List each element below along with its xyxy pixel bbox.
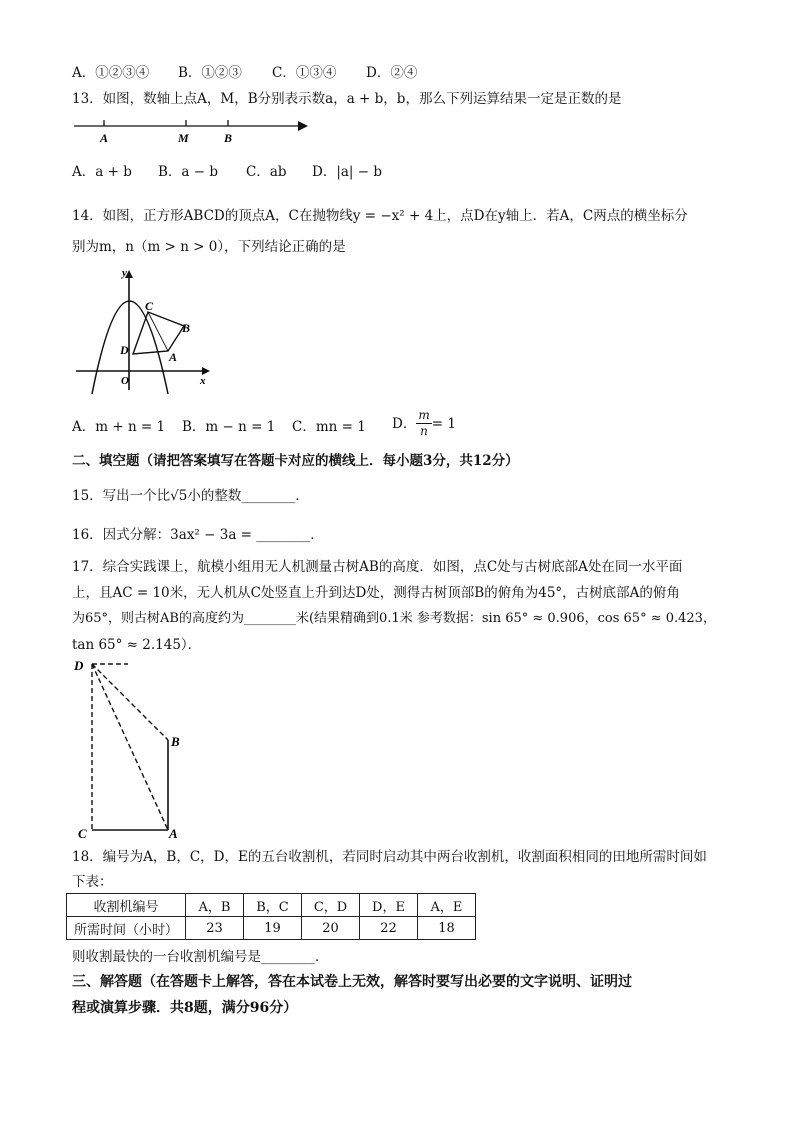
q13-number-line (70, 114, 310, 148)
q14-stem-line1: 14．如图，正方形ABCD的顶点A，C在抛物线y = −x² + 4上，点D在y轴上．若A，C两点的横坐标分 (72, 208, 688, 224)
q18-line1: 18．编号为A，B，C，D，E的五台收割机，若同时启动其中两台收割机，收割面积相同的田地所需时间如 (72, 849, 707, 865)
q16-text: 16．因式分解：3ax² − 3a = ________． (72, 527, 324, 543)
table-cell: 所需时间（小时） (67, 917, 186, 940)
table-header-cell: 收割机编号 (67, 894, 186, 917)
q18-answer-line: 则收割最快的一台收割机编号是________． (72, 949, 329, 965)
table-row (67, 894, 476, 917)
q13-stem: 13．如图，数轴上点A，M，B分别表示数a，a + b，b，那么下列运算结果一定是正数的是 (72, 91, 622, 107)
q14-label-x: x (200, 375, 206, 387)
q17-label-c: C (78, 826, 87, 841)
section3-title-line1: 三、解答题（在答题卡上解答，答在本试卷上无效，解答时要写出必要的文字说明、证明过 (72, 974, 632, 990)
table-cell: 19 (244, 917, 302, 940)
q13-point-b: B (224, 131, 233, 145)
q15-text: 15．写出一个比√5小的整数________． (72, 488, 309, 504)
q13-option-c: C．ab (246, 164, 287, 180)
q13-option-b: B．a − b (158, 164, 219, 180)
q12-option-b: B．①②③ (178, 65, 242, 81)
table-header-cell: D，E (360, 894, 418, 917)
q14-option-c: C．mn = 1 (292, 419, 366, 435)
q18-line2: 下表： (72, 874, 113, 890)
q14-option-a: A．m + n = 1 (72, 419, 166, 435)
q14-label-y: y (122, 267, 127, 279)
q14-stem-line2: 别为m，n（m > n > 0），下列结论正确的是 (72, 239, 346, 255)
q18-table (66, 893, 476, 940)
section3-title-line2: 程或演算步骤．共8题，满分96分） (72, 1000, 298, 1016)
q13-point-a: A (100, 131, 109, 145)
q17-line4: tan 65° ≈ 2.145）． (72, 637, 202, 653)
table-cell: 23 (186, 917, 244, 940)
q13-option-a: A．a + b (72, 164, 132, 180)
table-header-cell: A，E (418, 894, 476, 917)
q17-label-a: A (169, 826, 178, 841)
q14-label-c: C (145, 299, 154, 313)
q14-frac-num: m (418, 408, 430, 422)
q14-label-d: D (120, 343, 129, 357)
table-cell: 20 (302, 917, 360, 940)
q14-parabola-figure (72, 266, 222, 396)
table-header-cell: A，B (186, 894, 244, 917)
q17-line1: 17．综合实践课上，航模小组用无人机测量古树AB的高度．如图，点C处与古树底部A处在同一水平面 (72, 559, 683, 575)
q17-line2: 上，且AC = 10米，无人机从C处竖直上升到达D处，测得古树顶部B的俯角为45°，古树底部A的俯角 (72, 585, 680, 601)
q14-option-b: B．m − n = 1 (182, 419, 276, 435)
table-cell: 22 (360, 917, 418, 940)
q14-frac-den: n (420, 424, 428, 438)
q14-option-d: D． $\frac{m}{n}$ = 1 (392, 408, 456, 438)
q13-option-d: D．|a| − b (312, 164, 383, 180)
table-cell: 18 (418, 917, 476, 940)
q14-label-a: A (169, 350, 178, 364)
q14-label-b: B (182, 321, 191, 335)
table-row (67, 917, 476, 940)
q17-line3: 为65°，则古树AB的高度约为________米(结果精确到0.1米 参考数据：sin 65° ≈ 0.906，cos 65° ≈ 0.423， (72, 611, 716, 626)
q12-option-d: D．②④ (366, 65, 418, 81)
section2-title: 二、填空题（请把答案填写在答题卡对应的横线上．每小题3分，共12分） (72, 453, 519, 469)
q12-option-c: C．①③④ (272, 65, 337, 81)
table-header-cell: B，C (244, 894, 302, 917)
q13-point-m: M (178, 131, 189, 145)
q17-drone-figure (72, 656, 192, 842)
q12-option-a: A．①②③④ (72, 65, 150, 81)
q17-label-b: B (171, 734, 180, 749)
q14-label-o: O (121, 375, 129, 387)
q17-label-d: D (74, 658, 84, 673)
table-header-cell: C，D (302, 894, 360, 917)
